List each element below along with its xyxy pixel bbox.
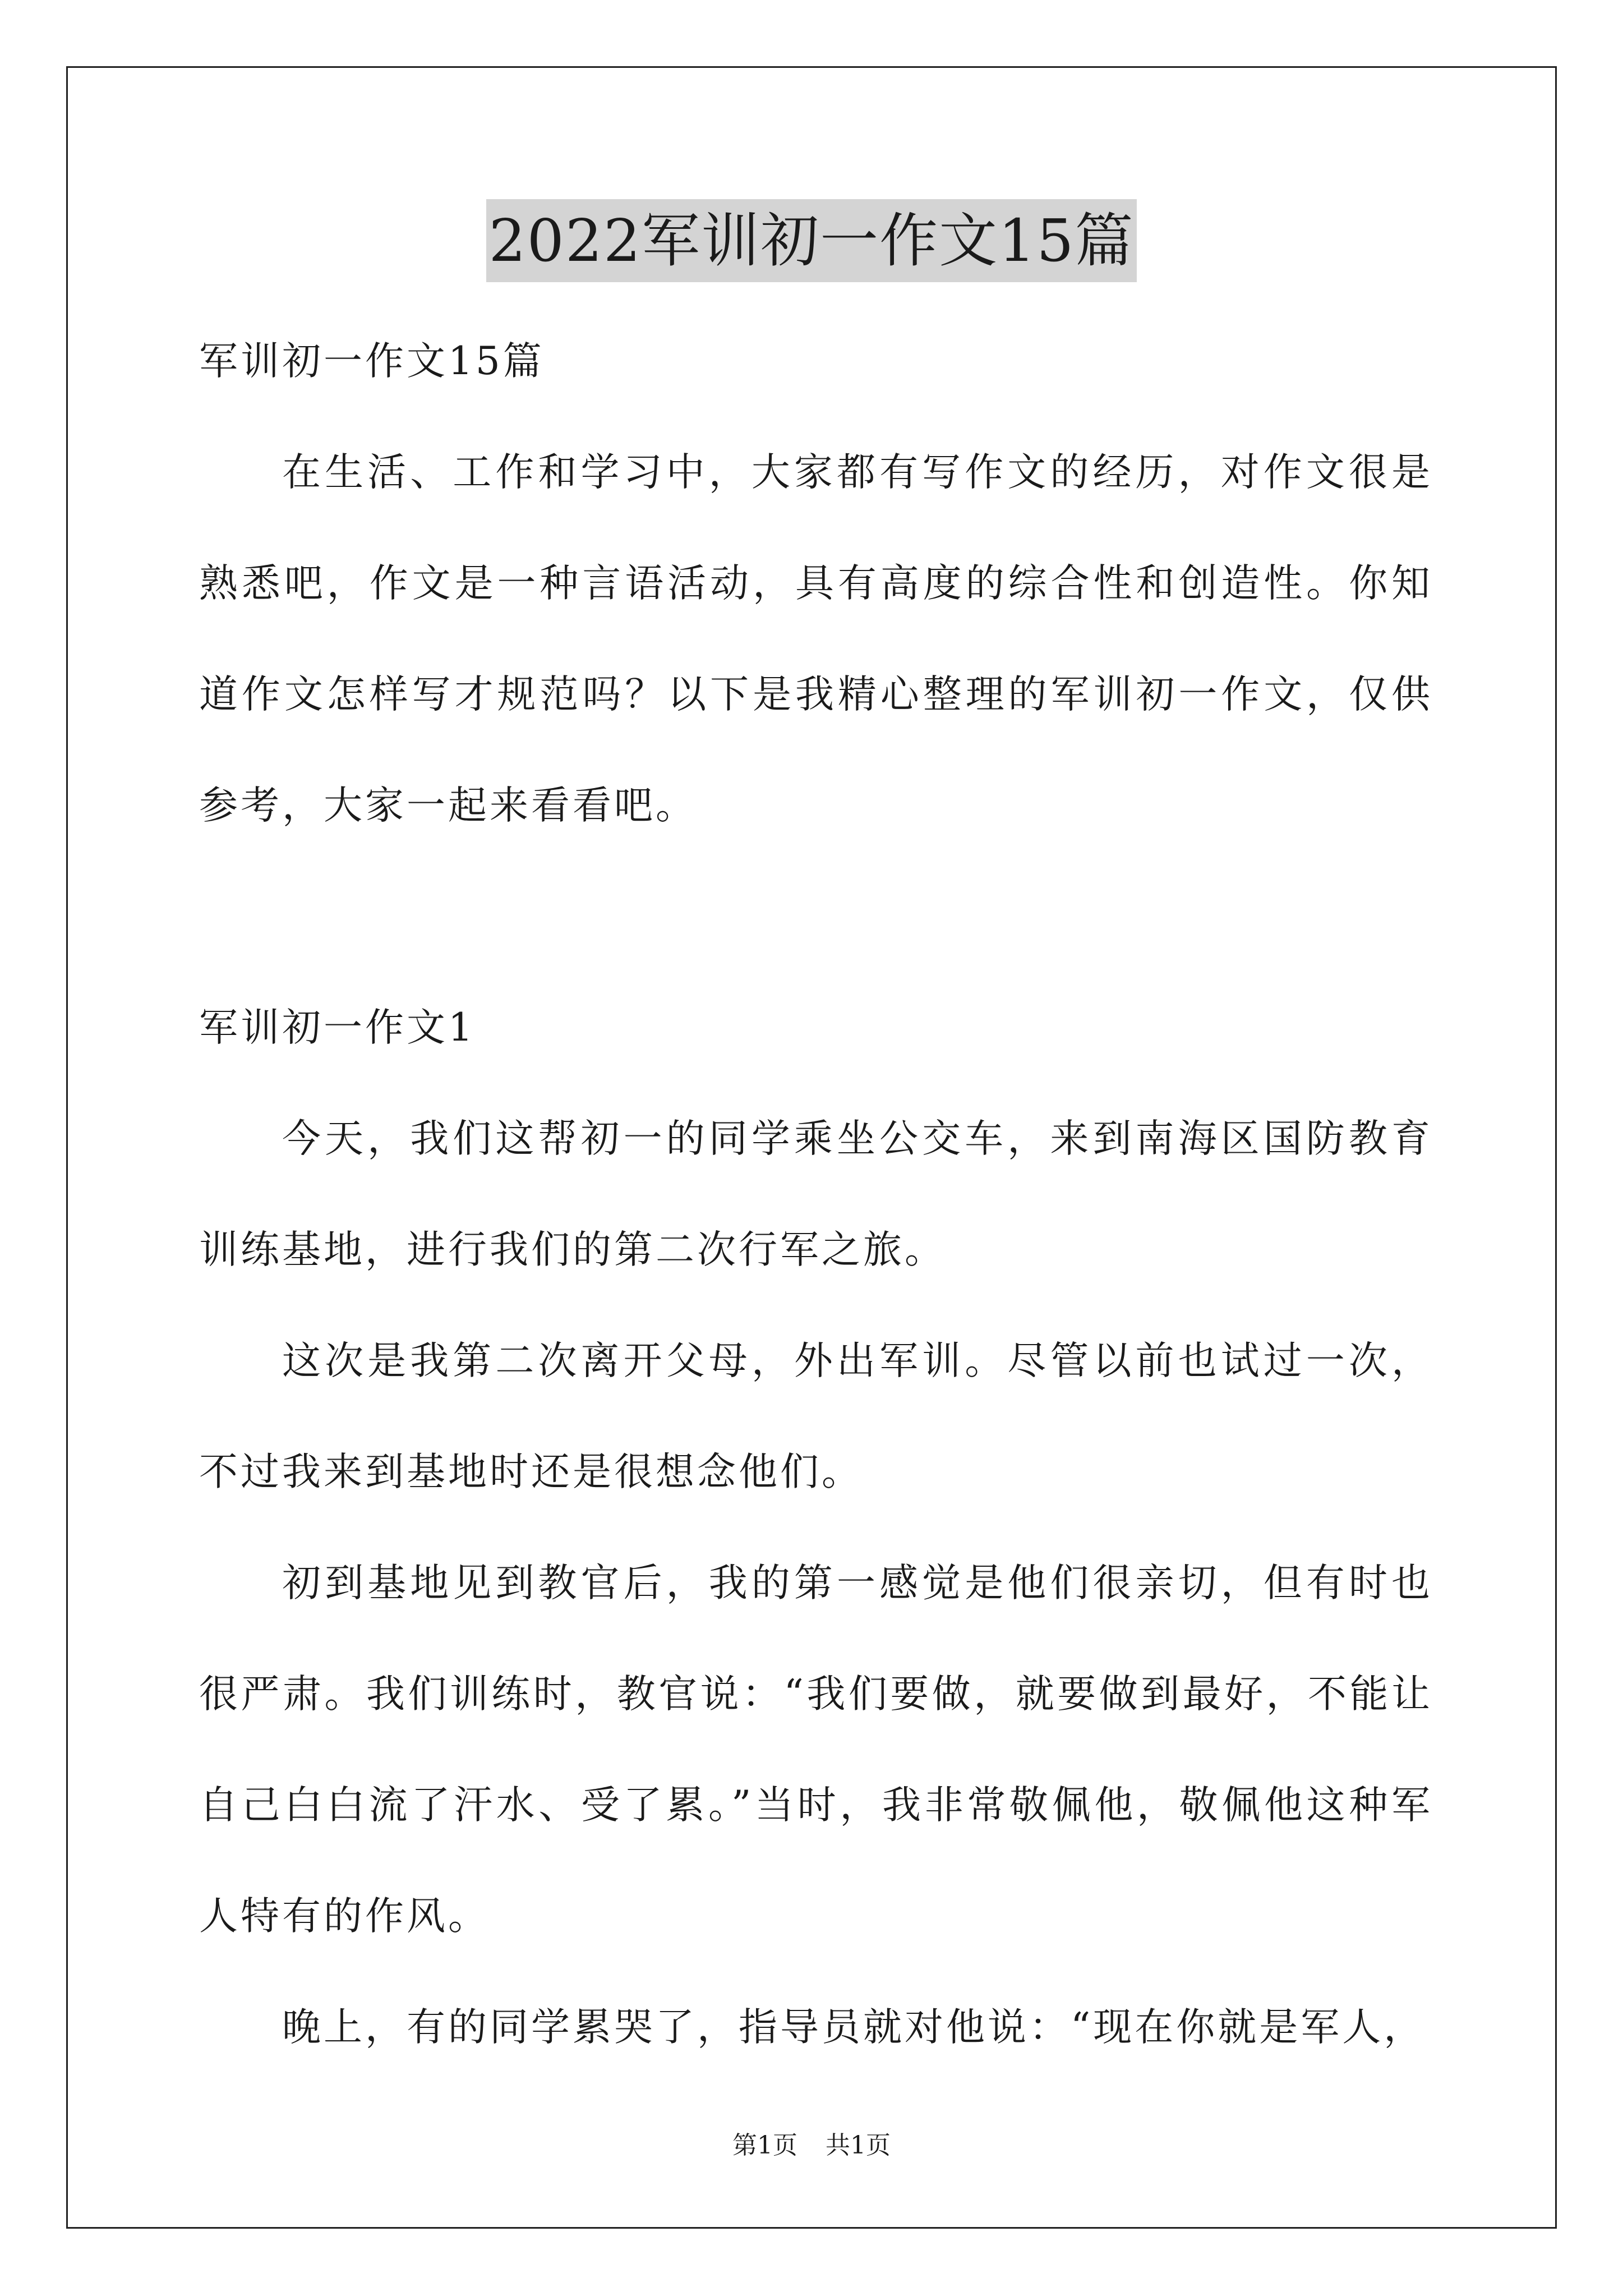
subtitle: 军训初一作文15篇	[199, 339, 545, 384]
body-paragraph: 今天，我们这帮初一的同学乘坐公交车，来到南海区国防教育训练基地，进行我们的第二次行军之旅。	[199, 1116, 1433, 1272]
page-number: 第1页	[732, 2131, 797, 2160]
body-paragraph: 这次是我第二次离开父母，外出军训。尽管以前也试过一次，不过我来到基地时还是很想念他们。	[199, 1338, 1433, 1494]
section-heading: 军训初一作文1	[199, 1005, 476, 1050]
document-title: 2022军训初一作文15篇	[486, 199, 1136, 282]
page-total: 共1页	[826, 2131, 891, 2160]
body-paragraph: 初到基地见到教官后，我的第一感觉是他们很亲切，但有时也很严肃。我们训练时，教官说：“我们要做，就要做到最好，不能让自己白白流了汗水、受了累。”当时，我非常敬佩他，敬佩他这种军人特有的作风。	[199, 1561, 1433, 1939]
body-paragraph: 晚上，有的同学累哭了，指导员就对他说：“现在你就是军人，	[282, 2005, 1426, 2050]
title-container	[0, 199, 1623, 282]
section-gap	[199, 861, 1433, 972]
intro-paragraph: 在生活、工作和学习中，大家都有写作文的经历，对作文很是熟悉吧，作文是一种言语活动，具有高度的综合性和创造性。你知道作文怎样写才规范吗？以下是我精心整理的军训初一作文，仅供参考，大家一起来看看吧。	[199, 450, 1433, 828]
document-body	[199, 306, 1433, 2083]
page-footer	[0, 2129, 1623, 2162]
